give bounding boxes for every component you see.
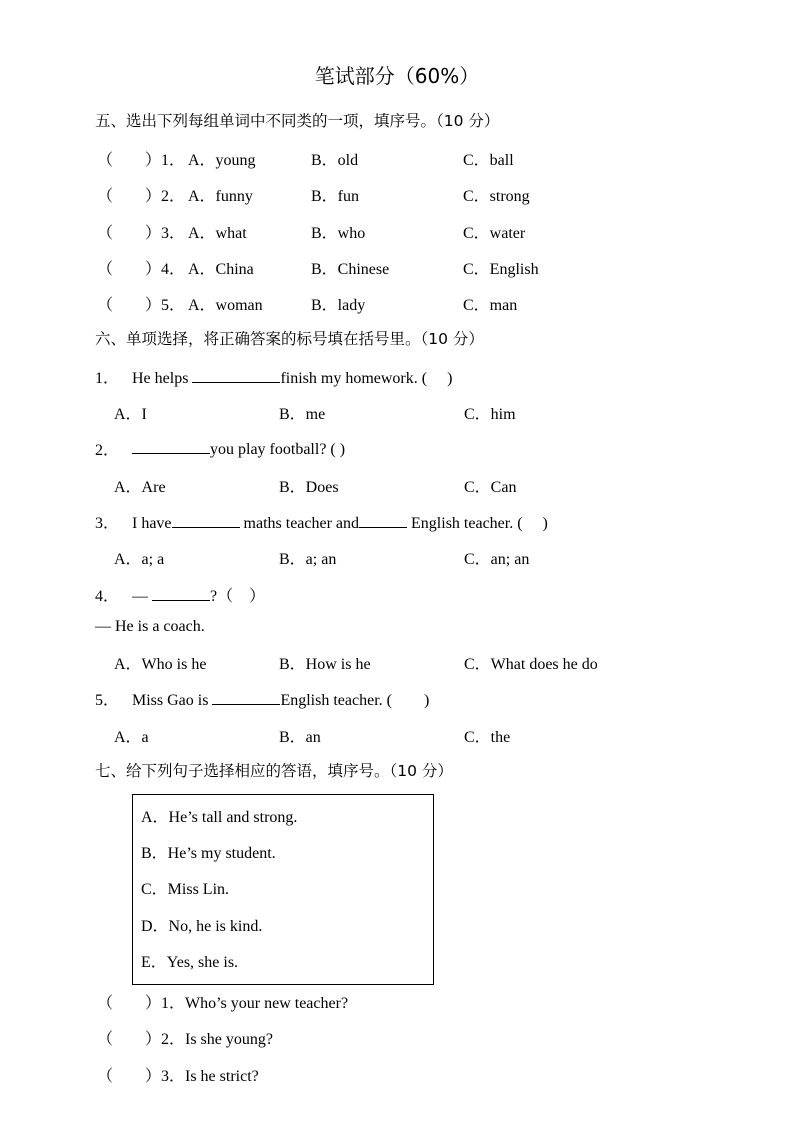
option-b: B．fun xyxy=(311,188,360,205)
blank[interactable] xyxy=(192,366,280,383)
blank[interactable] xyxy=(172,511,240,528)
question-text-pre: I have xyxy=(132,515,172,532)
question-text-post: finish my homework. ( ) xyxy=(280,370,453,387)
box-option-b: B．He’s my student. xyxy=(141,845,276,862)
answer-bracket[interactable]: （ ）4． xyxy=(97,261,186,278)
option-c: C．ball xyxy=(463,152,514,169)
question-number: 5． xyxy=(95,692,120,709)
option-c: C．strong xyxy=(463,188,530,205)
blank[interactable] xyxy=(212,688,280,705)
option-b: B．who xyxy=(311,225,366,242)
option-a: A．I xyxy=(114,406,147,423)
dialogue-answer: — He is a coach. xyxy=(95,618,205,635)
option-b: B．How is he xyxy=(279,656,371,673)
question-text xyxy=(132,583,265,606)
option-a: A．a; a xyxy=(114,551,165,568)
option-a: A．Are xyxy=(114,479,166,496)
blank[interactable] xyxy=(132,437,210,454)
option-b: B．Chinese xyxy=(311,261,390,278)
option-a: A．woman xyxy=(188,297,263,314)
section7-item-1[interactable]: （ ）1．Who’s your new teacher? xyxy=(97,995,349,1012)
answer-options-box xyxy=(132,794,434,985)
option-b: B．an xyxy=(279,729,321,746)
question-number: 3． xyxy=(95,515,120,532)
question-text-post: English teacher. ( ) xyxy=(280,692,430,709)
option-a: A．Who is he xyxy=(114,656,207,673)
answer-bracket[interactable]: （ ）2． xyxy=(97,188,186,205)
question-text-pre: — xyxy=(132,588,152,605)
question-text xyxy=(132,365,452,388)
option-b: B．me xyxy=(279,406,326,423)
blank[interactable] xyxy=(152,584,210,601)
option-a: A．what xyxy=(188,225,247,242)
option-c: C．water xyxy=(463,225,526,242)
option-c: C．man xyxy=(463,297,518,314)
question-text-post: English teacher. ( ) xyxy=(407,515,548,532)
section7-item-2[interactable]: （ ）2．Is she young? xyxy=(97,1031,273,1048)
option-a: A．China xyxy=(188,261,254,278)
question-text-pre: Miss Gao is xyxy=(132,692,213,709)
option-c: C．him xyxy=(464,406,516,423)
blank[interactable] xyxy=(359,511,407,528)
question-number: 1． xyxy=(95,370,120,387)
question-text xyxy=(132,510,548,533)
section6-heading: 六、单项选择，将正确答案的标号填在括号里。（10 分） xyxy=(95,330,484,348)
option-c: C．What does he do xyxy=(464,656,598,673)
option-b: B．lady xyxy=(311,297,366,314)
question-number: 4． xyxy=(95,588,120,605)
option-c: C．the xyxy=(464,729,511,746)
question-text-post: ?（ ） xyxy=(210,588,266,605)
option-a: A．young xyxy=(188,152,256,169)
question-text-pre: He helps xyxy=(132,370,193,387)
option-c: C．Can xyxy=(464,479,517,496)
box-option-a: A．He’s tall and strong. xyxy=(141,809,298,826)
option-c: C．an; an xyxy=(464,551,530,568)
answer-bracket[interactable]: （ ）3． xyxy=(97,225,186,242)
option-c: C．English xyxy=(463,261,539,278)
option-a: A．a xyxy=(114,729,149,746)
section7-heading: 七、给下列句子选择相应的答语，填序号。（10 分） xyxy=(95,762,453,780)
answer-bracket[interactable]: （ ）1． xyxy=(97,152,186,169)
option-b: B．old xyxy=(311,152,359,169)
question-text xyxy=(132,687,429,710)
option-b: B．a; an xyxy=(279,551,337,568)
box-option-e: E．Yes, she is. xyxy=(141,954,239,971)
section7-item-3[interactable]: （ ）3．Is he strict? xyxy=(97,1068,259,1085)
section5-heading: 五、选出下列每组单词中不同类的一项，填序号。（10 分） xyxy=(95,112,500,130)
question-number: 2． xyxy=(95,442,120,459)
question-text xyxy=(132,437,345,459)
box-option-d: D．No, he is kind. xyxy=(141,918,263,935)
question-text-post: you play football? ( ) xyxy=(210,441,346,458)
answer-bracket[interactable]: （ ）5． xyxy=(97,297,186,314)
question-text-mid: maths teacher and xyxy=(239,515,360,532)
option-b: B．Does xyxy=(279,479,339,496)
box-option-c: C．Miss Lin. xyxy=(141,881,230,898)
option-a: A．funny xyxy=(188,188,253,205)
page-title: 笔试部分（60%） xyxy=(314,64,480,88)
